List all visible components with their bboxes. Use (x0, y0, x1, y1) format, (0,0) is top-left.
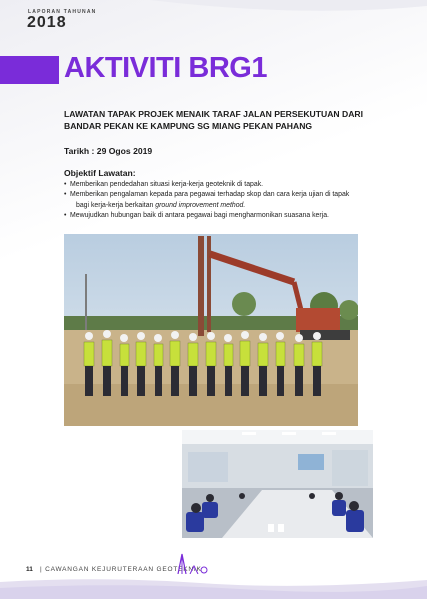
page-number: 11 (26, 566, 33, 573)
objectives-list (64, 180, 394, 221)
objective-item: • Mewujudkan hubungan baik di antara pegawai bagi mengharmonikan suasana kerja. (64, 211, 394, 221)
objective-item: • Memberikan pengalaman kepada para pegawai terhadap skop dan cara kerja ujian di tapak bagi kerja-kerja berkaitan ground improvement method. (64, 190, 394, 211)
site-visit-illustration (64, 234, 358, 426)
footer-wave-decoration (0, 574, 427, 599)
meeting-room-illustration (182, 430, 373, 538)
meeting-room-photo (180, 428, 375, 540)
visit-heading: LAWATAN TAPAK PROJEK MENAIK TARAF JALAN PERSEKUTUAN DARI BANDAR PEKAN KE KAMPUNG SG MIANG PEKAN PAHANG (64, 109, 364, 131)
site-visit-photo (64, 234, 358, 426)
title-accent-bar (0, 56, 59, 84)
page-title: AKTIVITI BRG1 (64, 52, 267, 84)
visit-date: Tarikh : 29 Ogos 2019 (64, 146, 153, 156)
objective-item: • Memberikan pendedahan situasi kerja-kerja geoteknik di tapak. (64, 180, 394, 190)
objectives-heading: Objektif Lawatan: (64, 168, 136, 178)
drilling-rig-icon (168, 552, 218, 574)
footer-department: | CAWANGAN KEJURUTERAAN GEOTEKNIK (40, 566, 202, 573)
report-year: 2018 (27, 14, 67, 31)
report-label: LAPORAN TAHUNAN (28, 9, 97, 15)
